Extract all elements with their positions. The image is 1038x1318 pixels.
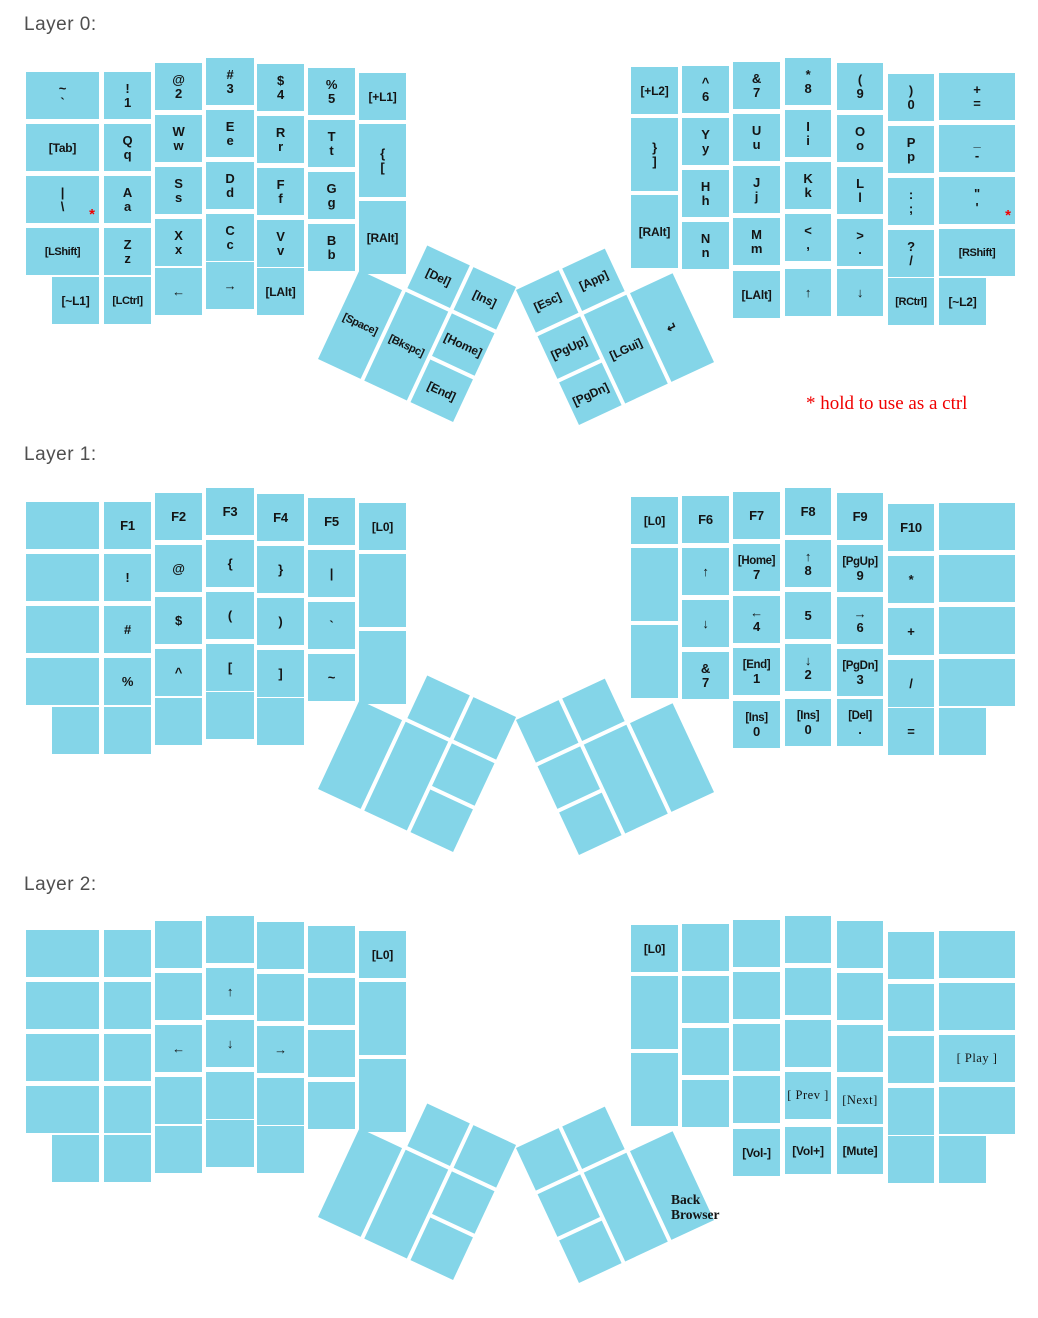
key-blank <box>257 1078 304 1125</box>
key-blank <box>155 1077 202 1124</box>
key-label: F8 <box>800 504 816 519</box>
key-label: * <box>908 572 914 587</box>
key-shift-label: T <box>327 128 336 144</box>
key-blank <box>257 974 304 1021</box>
key-base-label: 3 <box>856 671 864 687</box>
key-label: [L0] <box>643 941 666 956</box>
key-blank <box>257 1126 304 1173</box>
key-label: F2 <box>171 509 186 524</box>
key-label: 5 <box>804 608 812 623</box>
key-blank <box>206 1072 254 1119</box>
key-l0 <box>359 931 406 978</box>
key-base-label: b <box>327 246 336 262</box>
key-label: ↑ <box>702 564 709 579</box>
key-base-label: . <box>858 241 862 257</box>
key-shift-label: ? <box>907 238 915 254</box>
key-base-label: 2 <box>174 85 183 101</box>
key-blank <box>206 916 254 963</box>
key-blank <box>308 1030 355 1077</box>
key-label: [ <box>227 660 233 675</box>
key-label: [LShift] <box>44 245 81 258</box>
key-label: $ <box>174 613 183 628</box>
key-play <box>939 1035 1015 1082</box>
key-blank <box>682 1028 729 1075</box>
key-base-label: 1 <box>752 670 761 686</box>
key-base-label: 9 <box>856 567 864 583</box>
key-prev <box>785 1072 831 1119</box>
key-blank <box>837 973 883 1020</box>
key-base-label: 2 <box>804 666 812 682</box>
key-shift-label: F <box>276 176 285 192</box>
key-base-label: ' <box>975 199 979 215</box>
key-label: [LCtrl] <box>112 294 143 307</box>
key-shift-label: > <box>856 227 864 243</box>
key-base-label: f <box>278 190 283 206</box>
key-shift-label: U <box>751 122 762 138</box>
key-shift-label: J <box>752 174 761 190</box>
key-shift-label: + <box>973 81 981 97</box>
key-blank <box>733 1024 780 1071</box>
key-base-label: \ <box>60 198 65 214</box>
key-label: F7 <box>749 508 764 523</box>
key-label: [End] <box>425 378 459 404</box>
key-next <box>837 1077 883 1124</box>
key-shift-label: & <box>700 660 711 676</box>
key-base-label: 0 <box>804 721 812 737</box>
key-shift-label: N <box>700 230 711 246</box>
key-shift-label: ( <box>857 71 863 87</box>
key-label: ↓ <box>226 1036 234 1051</box>
key-base-label: u <box>752 136 761 152</box>
key-label: ] <box>278 666 283 681</box>
key-shift-label: O <box>855 123 865 139</box>
key-base-label: 0 <box>752 723 761 739</box>
browser-back-note <box>671 1192 720 1222</box>
key-shift-label: H <box>700 178 711 194</box>
key-label: ↓ <box>856 285 864 300</box>
key-label: [LAlt] <box>265 284 296 299</box>
key-base-label: 5 <box>327 90 336 106</box>
key-base-label: r <box>278 138 283 154</box>
key-shift-label: I <box>806 118 810 134</box>
key-blank <box>26 1034 99 1081</box>
key-blank <box>888 984 934 1031</box>
key-blank <box>104 1086 151 1133</box>
key-label: # <box>123 622 132 637</box>
key-shift-label: D <box>225 170 235 186</box>
key-blank <box>733 920 780 967</box>
key-base-label: e <box>226 132 234 148</box>
key-label: ( <box>227 608 233 623</box>
key-right-arrow <box>257 1026 304 1073</box>
key-shift-label: ^ <box>701 74 710 90</box>
key-label: ) <box>278 614 283 629</box>
key-base-label: x <box>174 241 183 257</box>
key-label: → <box>223 278 237 293</box>
key-base-label: ; <box>908 200 914 216</box>
key-blank <box>682 976 729 1023</box>
key-blank <box>888 1088 934 1135</box>
key-mute <box>837 1127 883 1174</box>
key-shift-label: { <box>380 145 385 161</box>
key-shift-label: % <box>325 76 338 92</box>
key-shift-label: A <box>122 184 133 200</box>
key-label: [ Play ] <box>956 1051 998 1065</box>
key-base-label: ` <box>60 94 65 110</box>
key-shift-label: → <box>853 605 867 621</box>
key-blank <box>308 926 355 973</box>
key-label: ↵ <box>663 318 680 337</box>
key-shift-label: C <box>225 222 235 238</box>
key-base-label: 3 <box>226 80 234 96</box>
key-label: ↑ <box>804 285 812 300</box>
key-blank <box>733 972 780 1019</box>
key-label: [Space] <box>340 311 380 338</box>
key-blank <box>308 1082 355 1129</box>
key-base-label: k <box>804 184 812 200</box>
key-shift-label: [PgUp] <box>842 555 878 568</box>
key-base-label: v <box>276 242 285 258</box>
key-blank <box>939 1136 986 1183</box>
key-blank <box>785 968 831 1015</box>
browser-back-note-line2: Browser <box>671 1207 720 1222</box>
key-blank <box>939 1087 1015 1134</box>
key-label: [~L2] <box>948 294 977 309</box>
key-label: @ <box>172 561 185 576</box>
key-base-label: z <box>124 250 131 266</box>
key-blank <box>682 924 729 971</box>
key-label: ` <box>329 618 334 633</box>
key-base-label: 8 <box>804 80 812 96</box>
key-label: ← <box>172 1041 185 1056</box>
key-blank <box>104 982 151 1029</box>
key-blank <box>52 1135 99 1182</box>
key-label: ↓ <box>702 616 709 631</box>
key-label: [L0] <box>371 519 394 534</box>
key-label: ← <box>172 284 185 299</box>
key-shift-label: ↓ <box>804 652 812 668</box>
key-label: ! <box>125 570 130 585</box>
key-blank <box>785 1020 831 1067</box>
key-blank <box>631 976 678 1049</box>
key-shift-label: E <box>225 118 235 134</box>
key-base-label: t <box>329 142 334 158</box>
key-label: [RShift] <box>958 246 996 259</box>
key-blank <box>359 1059 406 1132</box>
key-blank <box>837 921 883 968</box>
key-blank <box>206 1120 254 1167</box>
key-base-label: q <box>123 146 132 162</box>
key-label: [Mute] <box>842 1143 878 1158</box>
key-shift-label: [PgDn] <box>842 659 878 672</box>
key-shift-label: | <box>60 184 65 200</box>
key-left-arrow <box>155 1025 202 1072</box>
key-shift-label: S <box>174 175 183 191</box>
hold-ctrl-star-icon: * <box>1005 207 1011 224</box>
key-label: [Del] <box>423 265 454 289</box>
hold-ctrl-star-icon: * <box>89 206 95 223</box>
key-base-label: / <box>909 252 913 268</box>
key-label: % <box>121 674 134 689</box>
key-blank <box>785 916 831 963</box>
key-label: [LAlt] <box>741 287 772 302</box>
key-base-label: a <box>123 198 132 214</box>
key-shift-label: B <box>326 232 337 248</box>
key-base-label: = <box>973 95 981 111</box>
key-shift-label: [Ins] <box>796 709 820 722</box>
key-label: { <box>227 556 233 571</box>
key-label: F3 <box>222 504 238 519</box>
key-blank <box>682 1080 729 1127</box>
key-base-label: ] <box>652 153 657 169</box>
layer-1-title: Layer 1: <box>24 444 97 465</box>
key-label: [App] <box>576 267 611 293</box>
key-shift-label: Q <box>122 132 133 148</box>
key-shift-label: " <box>974 185 980 201</box>
key-blank <box>257 922 304 969</box>
key-shift-label: [Del] <box>848 709 872 722</box>
key-base-label: s <box>174 189 183 205</box>
key-blank <box>733 1076 780 1123</box>
key-shift-label: ← <box>750 604 763 620</box>
key-shift-label: M <box>751 226 762 242</box>
key-shift-label: @ <box>172 71 185 87</box>
key-label: F6 <box>698 512 713 527</box>
key-shift-label: [Ins] <box>745 711 768 724</box>
key-base-label: d <box>226 184 234 200</box>
key-base-label: 8 <box>804 562 812 578</box>
key-blank <box>155 921 202 968</box>
key-shift-label: ) <box>908 82 914 98</box>
key-shift-label: X <box>174 227 183 243</box>
key-shift-label: * <box>805 66 811 82</box>
key-label: [+L2] <box>640 83 669 98</box>
key-down-arrow <box>206 1020 254 1067</box>
key-label: [Tab] <box>48 140 77 155</box>
key-base-label: [ <box>380 159 385 175</box>
key-shift-label: W <box>172 123 185 139</box>
key-shift-label: Z <box>123 236 132 252</box>
layer-0-title: Layer 0: <box>24 14 97 35</box>
key-shift-label: ! <box>125 80 130 96</box>
key-shift-label: L <box>856 175 864 191</box>
key-shift-label: P <box>906 134 916 150</box>
key-label: + <box>907 624 915 639</box>
key-label: [L0] <box>371 947 394 962</box>
key-base-label: 7 <box>752 566 761 582</box>
key-label: ↑ <box>226 984 234 999</box>
key-shift-label: R <box>275 124 286 140</box>
key-label: / <box>909 676 913 691</box>
browser-back-note-line1: Back <box>671 1192 701 1207</box>
key-label: [RCtrl] <box>895 295 927 308</box>
key-base-label: g <box>327 194 336 210</box>
key-base-label: 9 <box>856 85 864 101</box>
key-label: F10 <box>900 520 922 535</box>
key-blank <box>888 1036 934 1083</box>
key-base-label: 1 <box>123 94 132 110</box>
key-label: F4 <box>273 510 288 525</box>
ctrl-note: * hold to use as a ctrl <box>806 393 968 414</box>
key-blank <box>155 1126 202 1173</box>
key-shift-label: ↑ <box>804 548 812 564</box>
key-label: [RAlt] <box>638 224 671 239</box>
key-shift-label: & <box>751 70 762 86</box>
key-base-label: 7 <box>752 84 761 100</box>
key-base-label: p <box>907 148 915 164</box>
key-shift-label: [End] <box>742 658 771 671</box>
key-base-label: l <box>858 189 862 205</box>
key-blank <box>837 1025 883 1072</box>
key-label: ~ <box>327 670 336 685</box>
key-voldash <box>733 1129 780 1176</box>
key-base-label: c <box>226 236 234 252</box>
key-blank <box>155 973 202 1020</box>
key-label: } <box>278 562 283 577</box>
key-label: [RAlt] <box>366 230 399 245</box>
key-label: = <box>907 724 915 739</box>
key-base-label: j <box>754 188 759 204</box>
key-blank <box>104 930 151 977</box>
key-shift-label: < <box>804 222 812 238</box>
key-label: | <box>329 566 334 581</box>
key-label: [Vol-] <box>742 1145 771 1160</box>
key-label: [Esc] <box>531 289 564 314</box>
key-label: F1 <box>120 518 135 533</box>
key-label: → <box>274 1042 287 1057</box>
key-blank <box>888 1136 934 1183</box>
key-base-label: w <box>173 137 184 153</box>
key-shift-label: ~ <box>58 80 67 96</box>
key-label: [LGui] <box>607 335 645 363</box>
key-base-label: h <box>701 192 710 208</box>
key-shift-label: : <box>908 186 914 202</box>
key-base-label: m <box>750 240 763 256</box>
key-label: [ Prev ] <box>787 1088 829 1102</box>
key-label: [~L1] <box>61 293 90 308</box>
key-blank <box>26 930 99 977</box>
key-shift-label: $ <box>276 72 285 88</box>
key-base-label: 7 <box>701 674 710 690</box>
key-blank <box>939 983 1015 1030</box>
key-base-label: - <box>974 147 980 163</box>
key-shift-label: # <box>226 66 234 82</box>
key-base-label: . <box>858 721 862 737</box>
layer-2-title: Layer 2: <box>24 874 97 895</box>
key-volplus <box>785 1127 831 1174</box>
key-label: [Bkspc] <box>386 332 426 360</box>
key-label: [Home] <box>442 329 485 360</box>
key-blank <box>308 978 355 1025</box>
key-up-arrow <box>206 968 254 1015</box>
key-label: ^ <box>174 665 183 680</box>
key-base-label: i <box>806 132 810 148</box>
key-shift-label: Y <box>701 126 710 142</box>
key-label: [PgDn] <box>570 379 611 409</box>
key-base-label: 0 <box>907 96 915 112</box>
key-base-label: 6 <box>856 619 864 635</box>
key-shift-label: V <box>276 228 285 244</box>
key-label: F5 <box>324 514 339 529</box>
key-shift-label: K <box>803 170 813 186</box>
key-label: F9 <box>852 509 868 524</box>
key-base-label: n <box>701 244 710 260</box>
key-blank <box>939 931 1015 978</box>
key-label: [Next] <box>842 1093 878 1107</box>
key-shift-label: _ <box>973 133 981 149</box>
key-label: [Ins] <box>470 286 499 310</box>
key-base-label: 4 <box>752 618 761 634</box>
key-blank <box>26 982 99 1029</box>
key-blank <box>888 932 934 979</box>
key-base-label: o <box>856 137 864 153</box>
key-blank <box>359 982 406 1055</box>
key-shift-label: } <box>652 139 657 155</box>
key-blank <box>104 1135 151 1182</box>
key-blank <box>26 1086 99 1133</box>
key-label: [+L1] <box>368 89 397 104</box>
key-base-label: 4 <box>276 86 285 102</box>
key-label: [PgUp] <box>548 333 590 362</box>
key-base-label: 6 <box>701 88 710 104</box>
key-blank <box>104 1034 151 1081</box>
key-label: [Vol+] <box>792 1143 824 1158</box>
key-base-label: y <box>701 140 710 156</box>
key-base-label: , <box>806 236 810 252</box>
key-l0 <box>631 925 678 972</box>
key-blank <box>631 1053 678 1126</box>
key-label: [L0] <box>643 513 666 528</box>
key-shift-label: [Home] <box>737 554 776 567</box>
key-shift-label: G <box>326 180 337 196</box>
